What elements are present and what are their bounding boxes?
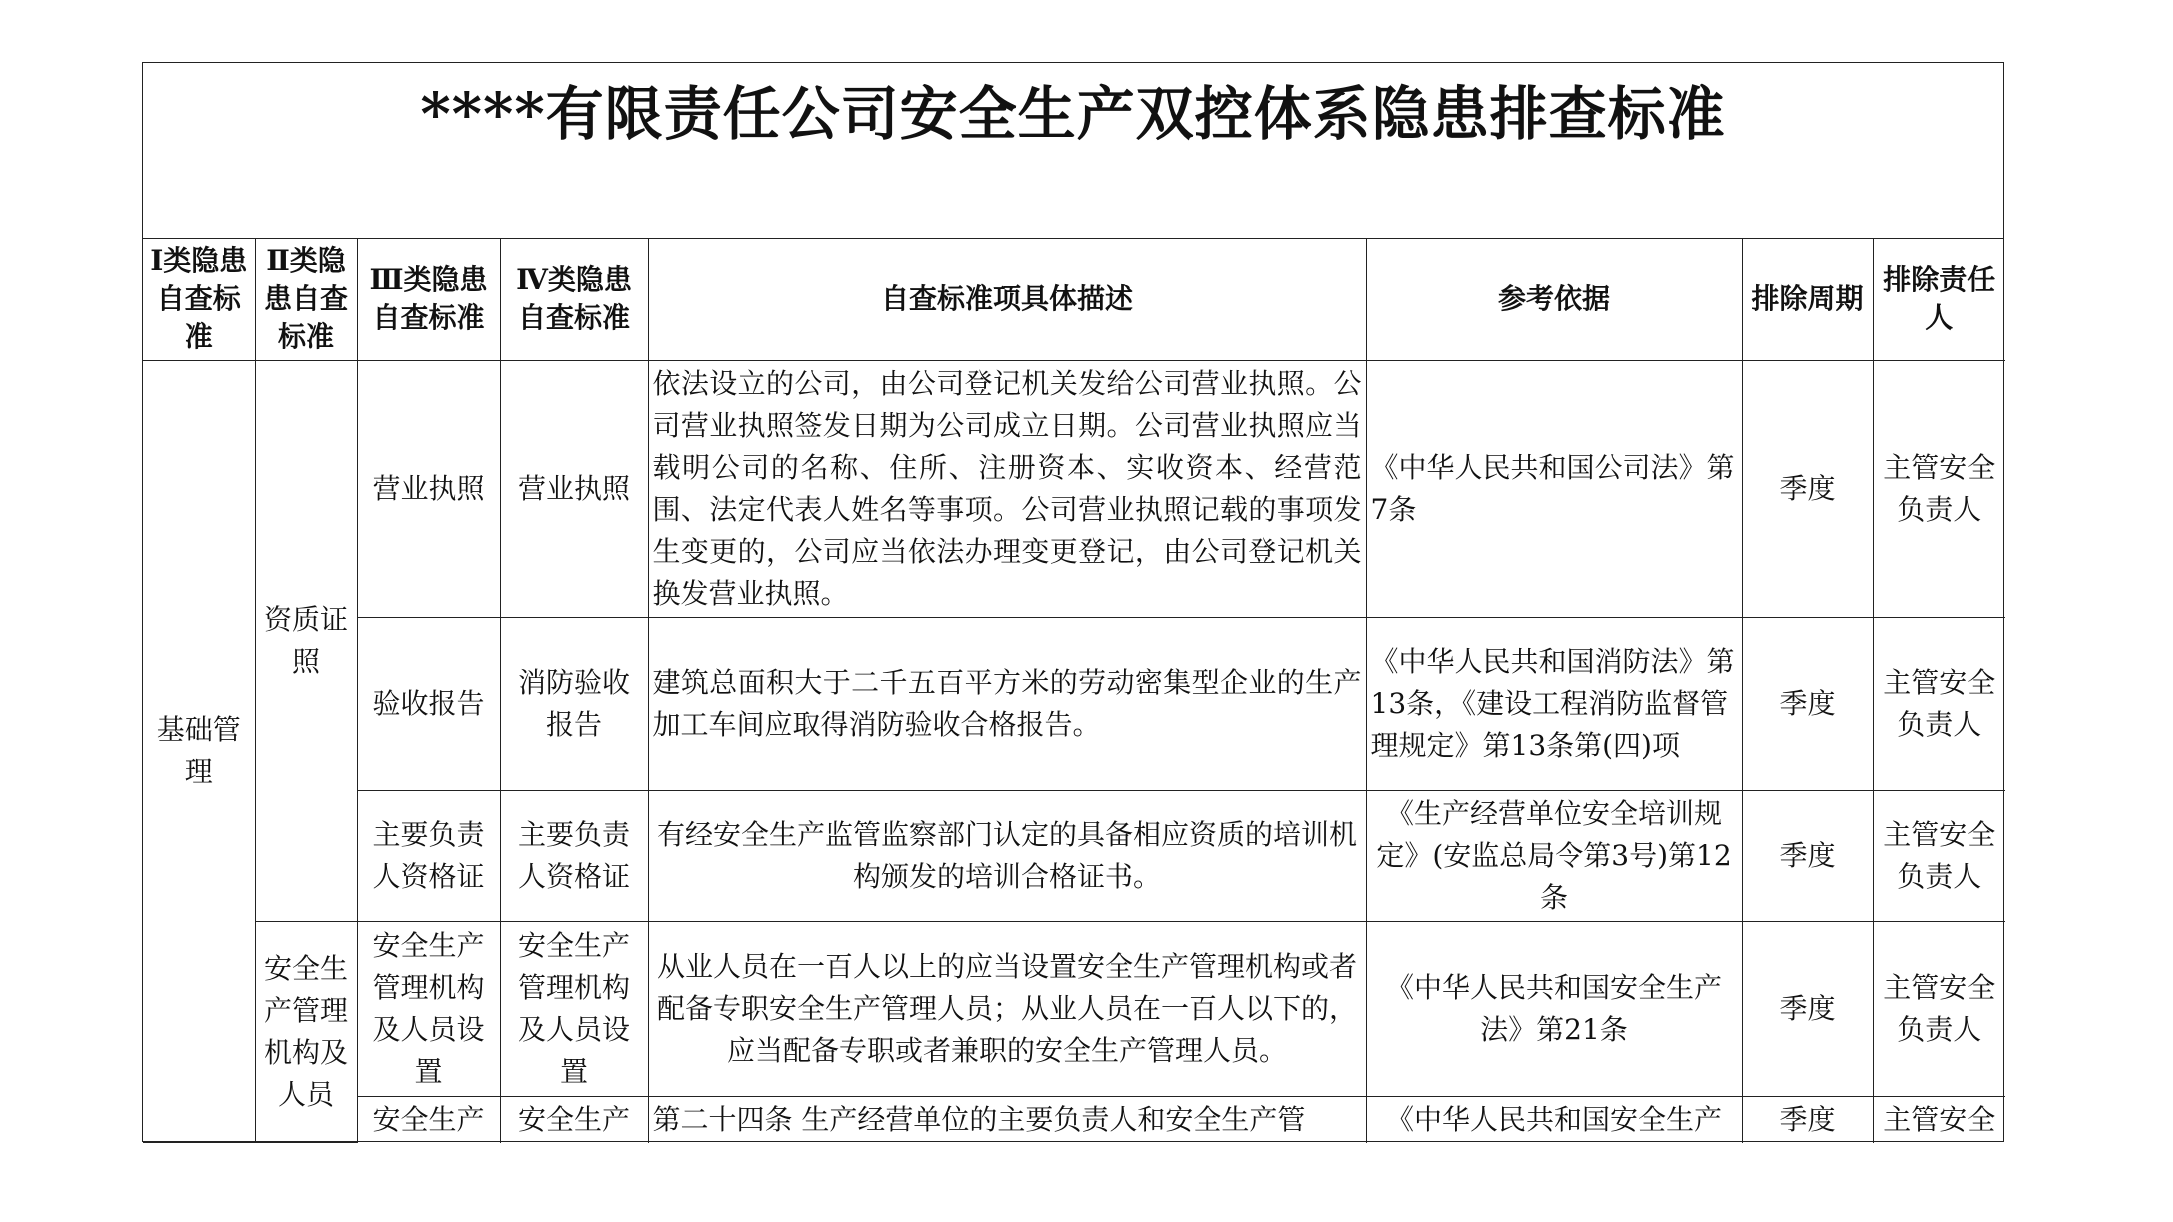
header-level1: Ⅰ类隐患自查标准	[143, 239, 255, 360]
table-row	[143, 921, 2005, 1096]
header-row	[143, 239, 2005, 360]
page-title: ****有限责任公司安全生产双控体系隐患排查标准	[420, 80, 1726, 148]
group-qualification: 资质证照	[255, 360, 357, 921]
group-basic-management: 基础管理	[143, 360, 255, 1143]
header-owner: 排除责任人	[1873, 239, 2005, 360]
level4-cell: 营业执照	[500, 360, 648, 617]
table-row	[143, 617, 2005, 790]
cycle-cell: 季度	[1742, 617, 1873, 790]
owner-cell: 主管安全负责人	[1873, 790, 2005, 921]
header-reference: 参考依据	[1366, 239, 1742, 360]
level3-cell: 主要负责人资格证	[357, 790, 500, 921]
cycle-cell: 季度	[1742, 790, 1873, 921]
description-cell: 有经安全生产监管监察部门认定的具备相应资质的培训机构颁发的培训合格证书。	[648, 790, 1366, 921]
owner-cell: 主管安全负责人	[1873, 921, 2005, 1096]
standards-table	[143, 239, 2005, 1143]
level3-cell: 安全生产管理机构及人员设置	[357, 921, 500, 1096]
reference-cell: 《中华人民共和国安全生产	[1366, 1096, 1742, 1143]
reference-cell: 《中华人民共和国公司法》第7条	[1366, 360, 1742, 617]
level4-cell: 安全生产	[500, 1096, 648, 1143]
reference-cell: 《中华人民共和国消防法》第13条，《建设工程消防监督管理规定》第13条第(四)项	[1366, 617, 1742, 790]
level4-cell: 主要负责人资格证	[500, 790, 648, 921]
level3-cell: 营业执照	[357, 360, 500, 617]
header-level2: Ⅱ类隐患自查标准	[255, 239, 357, 360]
level4-cell: 安全生产管理机构及人员设置	[500, 921, 648, 1096]
owner-cell: 主管安全负责人	[1873, 360, 2005, 617]
description-cell: 依法设立的公司，由公司登记机关发给公司营业执照。公司营业执照签发日期为公司成立日期。公司营业执照应当载明公司的名称、住所、注册资本、实收资本、经营范围、法定代表人姓名等事项。公司营业执照记载的事项发生变更的，公司应当依法办理变更登记，由公司登记机关换发营业执照。	[648, 360, 1366, 617]
header-level3: Ⅲ类隐患自查标准	[357, 239, 500, 360]
level3-cell: 安全生产	[357, 1096, 500, 1143]
group-safety-org: 安全生产管理机构及人员	[255, 921, 357, 1143]
title-box	[143, 63, 2003, 239]
level3-cell: 验收报告	[357, 617, 500, 790]
reference-cell: 《生产经营单位安全培训规定》(安监总局令第3号)第12条	[1366, 790, 1742, 921]
table-row	[143, 790, 2005, 921]
reference-cell: 《中华人民共和国安全生产法》第21条	[1366, 921, 1742, 1096]
header-cycle: 排除周期	[1742, 239, 1873, 360]
cycle-cell: 季度	[1742, 921, 1873, 1096]
owner-cell: 主管安全负责人	[1873, 617, 2005, 790]
table-row	[143, 1096, 2005, 1143]
owner-cell: 主管安全	[1873, 1096, 2005, 1143]
level4-cell: 消防验收报告	[500, 617, 648, 790]
table-row	[143, 360, 2005, 617]
description-cell: 从业人员在一百人以上的应当设置安全生产管理机构或者配备专职安全生产管理人员；从业人员在一百人以下的，应当配备专职或者兼职的安全生产管理人员。	[648, 921, 1366, 1096]
header-level4: Ⅳ类隐患自查标准	[500, 239, 648, 360]
description-cell: 第二十四条 生产经营单位的主要负责人和安全生产管	[648, 1096, 1366, 1143]
standards-sheet	[142, 62, 2004, 1142]
description-cell: 建筑总面积大于二千五百平方米的劳动密集型企业的生产加工车间应取得消防验收合格报告。	[648, 617, 1366, 790]
cycle-cell: 季度	[1742, 1096, 1873, 1143]
header-description: 自查标准项具体描述	[648, 239, 1366, 360]
cycle-cell: 季度	[1742, 360, 1873, 617]
